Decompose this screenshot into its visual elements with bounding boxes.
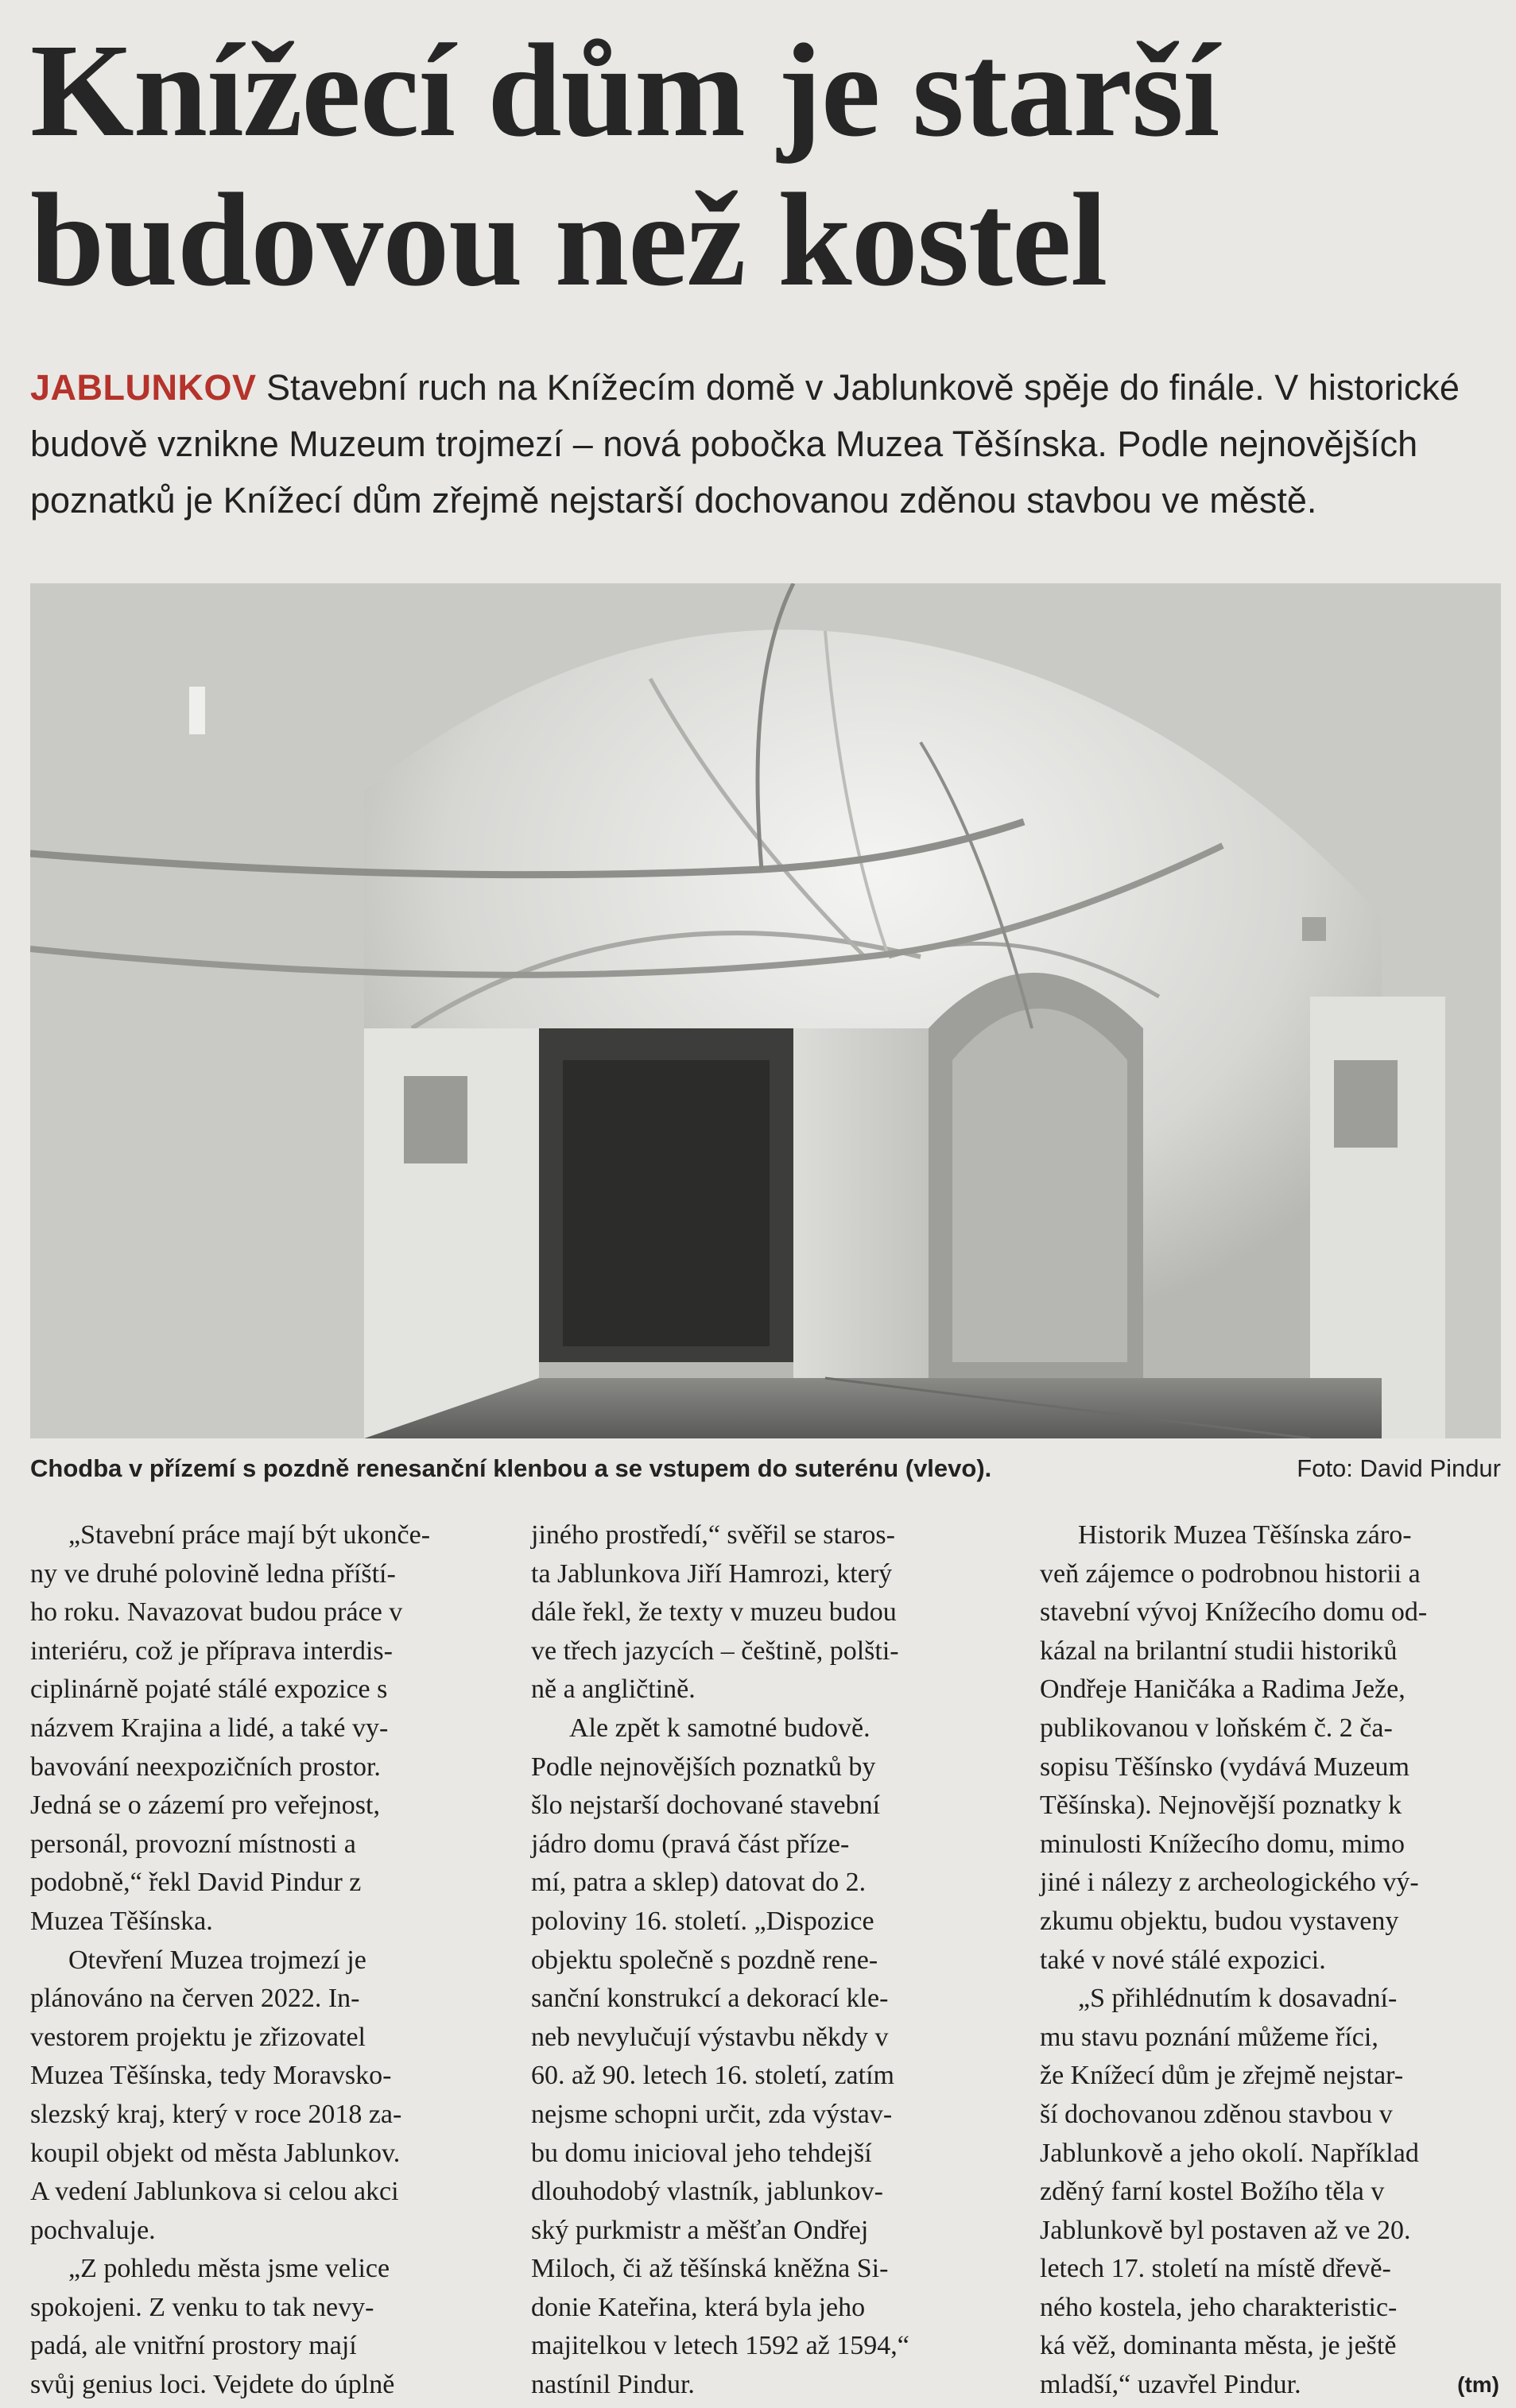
column1-line: Muzea Těšínska. <box>30 1906 213 1936</box>
column1-line: interiéru, což je příprava interdis- <box>30 1636 393 1666</box>
column2-line: objektu společně s pozdně rene- <box>531 1945 878 1975</box>
column3-line: kázal na brilantní studii historiků <box>1040 1636 1398 1666</box>
column2-line: dlouhodobý vlastník, jablunkov- <box>531 2177 883 2207</box>
column2-line: bu domu inicioval jeho tehdejší <box>531 2138 872 2168</box>
column1-line: ciplinárně pojaté stálé expozice s <box>30 1674 388 1705</box>
column3-line: sopisu Těšínsko (vydává Muzeum <box>1040 1752 1409 1782</box>
column1-line: vestorem projektu je zřizovatel <box>30 2022 366 2052</box>
lead-line-2: budově vznikne Muzeum trojmezí – nová pobočka Muzea Těšínska. Podle nejnovějších <box>30 424 1418 464</box>
lead-text-1: Stavební ruch na Knížecím domě v Jablunkově spěje do finále. V historické <box>266 367 1460 408</box>
column1-line: Muzea Těšínska, tedy Moravsko- <box>30 2061 392 2091</box>
column1-line: Jedná se o zázemí pro veřejnost, <box>30 1791 380 1821</box>
article-column-3 <box>1040 1516 1502 2405</box>
article-column-1 <box>30 1516 493 2405</box>
column1-line: pochvaluje. <box>30 2215 156 2245</box>
column2-line: sanční konstrukcí a dekorací kle- <box>531 1984 889 2014</box>
column1-line: ho roku. Navazovat budou práce v <box>30 1597 403 1628</box>
column3-line: Jablunkově byl postaven až ve 20. <box>1040 2215 1411 2245</box>
column2-line: mí, patra a sklep) datovat do 2. <box>531 1868 867 1898</box>
column2-line: ský purkmistr a měšťan Ondřej <box>531 2215 869 2245</box>
column3-line: „S přihlédnutím k dosavadní- <box>1078 1984 1398 2014</box>
column1-line: spokojeni. Z venku to tak nevy- <box>30 2292 374 2322</box>
column3-line: publikovanou v loňském č. 2 ča- <box>1040 1713 1393 1743</box>
lead-line-3: poznatků je Knížecí dům zřejmě nejstarší dochovanou zděnou stavbou ve městě. <box>30 480 1317 521</box>
column2-line: šlo nejstarší dochované stavební <box>531 1791 881 1821</box>
dateline: JABLUNKOV <box>30 367 257 408</box>
column3-line: zkumu objektu, budou vystaveny <box>1040 1906 1399 1936</box>
column3-line: zděný farní kostel Božího těla v <box>1040 2177 1385 2207</box>
column2-line: ně a angličtině. <box>531 1674 696 1705</box>
column2-line: ve třech jazycích – češtině, polšti- <box>531 1636 899 1666</box>
column1-line: svůj genius loci. Vejdete do úplně <box>30 2370 395 2400</box>
column1-line: personál, provozní místnosti a <box>30 1829 356 1859</box>
column2-line: jiného prostředí,“ svěřil se staros- <box>531 1520 895 1550</box>
column1-line: Otevření Muzea trojmezí je <box>68 1945 366 1975</box>
column2-line: jádro domu (pravá část příze- <box>531 1829 850 1859</box>
headline-line-1: Knížecí dům je starší <box>30 17 1219 165</box>
column1-line: koupil objekt od města Jablunkov. <box>30 2138 401 2168</box>
article-lead <box>30 359 1485 528</box>
column1-line: padá, ale vnitřní prostory mají <box>30 2331 357 2361</box>
column2-line: poloviny 16. století. „Dispozice <box>531 1906 874 1936</box>
column1-line: názvem Krajina a lidé, a také vy- <box>30 1713 389 1743</box>
lead-line-1 <box>30 359 1485 416</box>
column3-line: jiné i nálezy z archeologického vý- <box>1040 1868 1419 1898</box>
column2-line: majitelkou v letech 1592 až 1594,“ <box>531 2331 909 2361</box>
article-headline <box>30 16 1493 315</box>
column1-line: plánováno na červen 2022. In- <box>30 1984 360 2014</box>
column3-line: stavební vývoj Knížecího domu od- <box>1040 1597 1428 1628</box>
photo-caption <box>30 1448 1501 1489</box>
vaulted-corridor-photo <box>30 583 1501 1438</box>
article-photo <box>30 583 1501 1438</box>
column2-line: donie Kateřina, která byla jeho <box>531 2292 866 2322</box>
column2-line: nastínil Pindur. <box>531 2370 695 2400</box>
column2-line: neb nevylučují výstavbu někdy v <box>531 2022 889 2052</box>
headline-line-2: budovou než kostel <box>30 166 1107 314</box>
author-signature: (tm) <box>1457 2372 1499 2398</box>
column3-line: ší dochovanou zděnou stavbou v <box>1040 2099 1393 2129</box>
column3-line: ného kostela, jeho charakteristic- <box>1040 2292 1398 2322</box>
column2-line: nejsme schopni určit, zda výstav- <box>531 2099 893 2129</box>
column3-line: že Knížecí dům je zřejmě nejstar- <box>1040 2061 1404 2091</box>
column2-line: ta Jablunkova Jiří Hamrozi, který <box>531 1558 893 1589</box>
column2-line: Ale zpět k samotné budově. <box>569 1713 870 1743</box>
column3-line: mladší,“ uzavřel Pindur. <box>1040 2370 1301 2400</box>
column1-line: A vedení Jablunkova si celou akci <box>30 2177 399 2207</box>
column3-line: Jablunkově a jeho okolí. Například <box>1040 2138 1419 2168</box>
article-column-2 <box>531 1516 994 2405</box>
caption-text: Chodba v přízemí s pozdně renesanční klenbou a se vstupem do suterénu (vlevo). <box>30 1454 992 1482</box>
column2-line: Miloch, či až těšínská kněžna Si- <box>531 2254 889 2284</box>
column1-line: bavování neexpozičních prostor. <box>30 1752 381 1782</box>
column2-line: dále řekl, že texty v muzeu budou <box>531 1597 897 1628</box>
photo-credit: Foto: David Pindur <box>1297 1454 1501 1482</box>
column3-line: ká věž, dominanta města, je ještě <box>1040 2331 1397 2361</box>
column1-line: „Z pohledu města jsme velice <box>68 2254 390 2284</box>
column3-line: Ondřeje Haničáka a Radima Ježe, <box>1040 1674 1405 1705</box>
column2-line: Podle nejnovějších poznatků by <box>531 1752 876 1782</box>
column2-line: 60. až 90. letech 16. století, zatím <box>531 2061 894 2091</box>
column3-line: mu stavu poznání můžeme říci, <box>1040 2022 1378 2052</box>
column3-line: Historik Muzea Těšínska záro- <box>1078 1520 1412 1550</box>
column1-line: ny ve druhé polovině ledna příští- <box>30 1558 396 1589</box>
column3-last-line <box>1040 2366 1502 2405</box>
column3-line: veň zájemce o podrobnou historii a <box>1040 1558 1421 1589</box>
column1-line: „Stavební práce mají být ukonče- <box>68 1520 431 1550</box>
column3-line: také v nové stálé expozici. <box>1040 1945 1326 1975</box>
column1-line: podobně,“ řekl David Pindur z <box>30 1868 362 1898</box>
column3-line: Těšínska). Nejnovější poznatky k <box>1040 1791 1402 1821</box>
column1-line: slezský kraj, který v roce 2018 za- <box>30 2099 402 2129</box>
column3-line: minulosti Knížecího domu, mimo <box>1040 1829 1405 1859</box>
column3-line: letech 17. století na místě dřevě- <box>1040 2254 1391 2284</box>
